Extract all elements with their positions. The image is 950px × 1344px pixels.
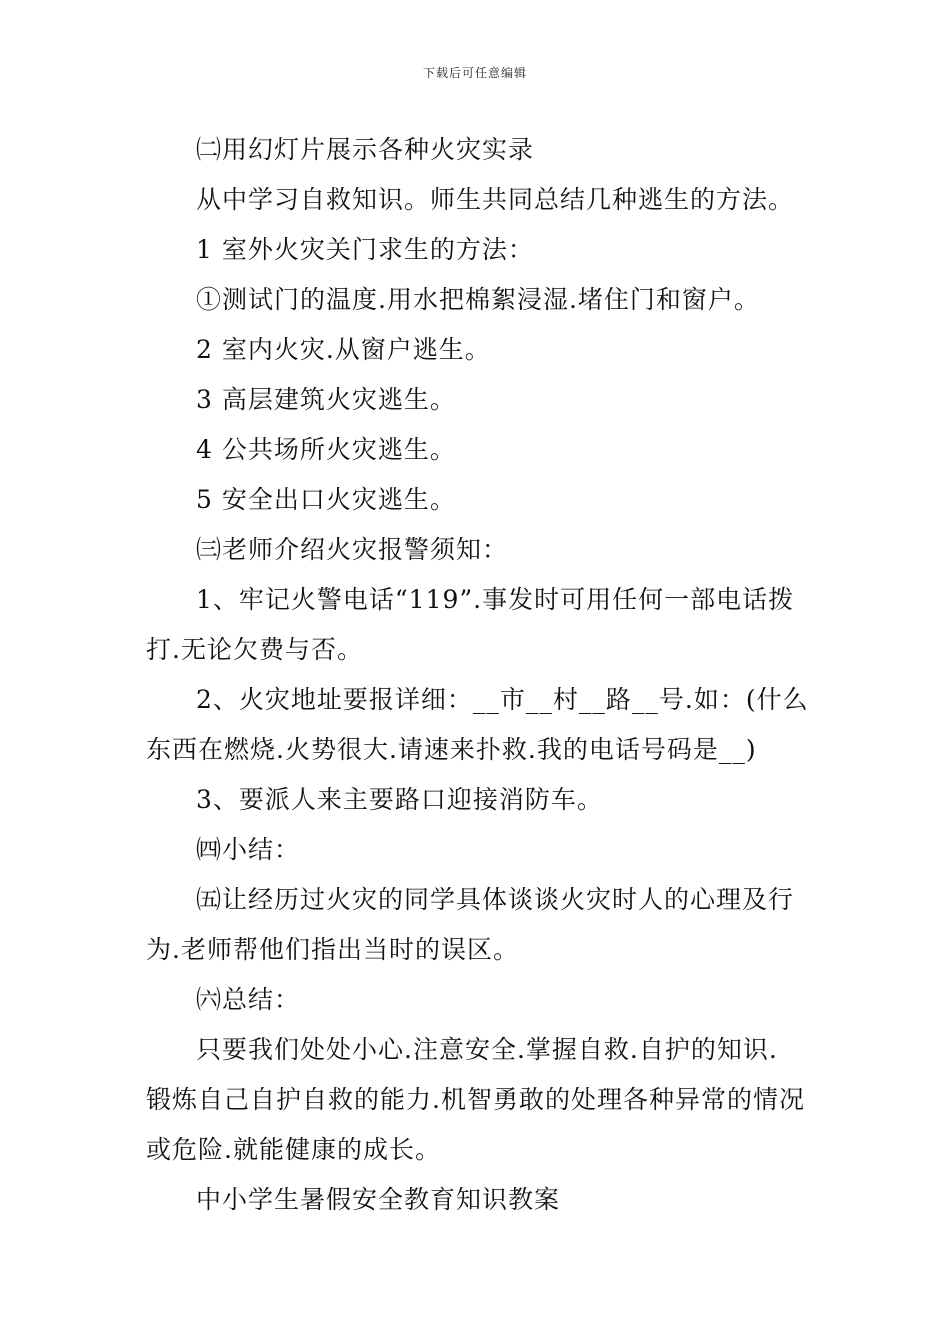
section-heading-6: ㈥总结： [196, 985, 301, 1014]
section-heading-3: ㈢老师介绍火灾报警须知： [196, 535, 509, 564]
paragraph-line: 为.老师帮他们指出当时的误区。 [146, 935, 519, 964]
section-heading-4: ㈣小结： [196, 835, 301, 864]
list-item: 2 室内火灾.从窗户逃生。 [196, 335, 491, 364]
paragraph-line: 2、火灾地址要报详细：__市__村__路__号.如：(什么 [196, 685, 809, 714]
paragraph-line: 或危险.就能健康的成长。 [146, 1135, 441, 1164]
paragraph-line: 1、牢记火警电话“119”.事发时可用任何一部电话拨 [196, 585, 795, 614]
paragraph-line: 从中学习自救知识。师生共同总结几种逃生的方法。 [196, 185, 795, 214]
page-header: 下载后可任意编辑 [422, 66, 527, 80]
list-item: 4 公共场所火灾逃生。 [196, 435, 456, 464]
paragraph-line: 只要我们处处小心.注意安全.掌握自救.自护的知识. [196, 1035, 778, 1064]
paragraph-line: 3、要派人来主要路口迎接消防车。 [196, 785, 603, 814]
list-item: 3 高层建筑火灾逃生。 [196, 385, 456, 414]
list-item: 5 安全出口火灾逃生。 [196, 485, 456, 514]
list-item: ①测试门的温度.用水把棉絮浸湿.堵住门和窗户。 [196, 285, 760, 314]
list-item: 1 室外火灾关门求生的方法： [196, 235, 534, 264]
paragraph-line: 打.无论欠费与否。 [146, 635, 363, 664]
paragraph-line: 锻炼自己自护自救的能力.机智勇敢的处理各种异常的情况 [146, 1085, 805, 1114]
paragraph-line: 东西在燃烧.火势很大.请速来扑救.我的电话号码是__) [146, 735, 757, 764]
section-heading-5: ㈤让经历过火灾的同学具体谈谈火灾时人的心理及行 [196, 885, 795, 914]
next-lesson-title: 中小学生暑假安全教育知识教案 [196, 1185, 561, 1214]
section-heading-2: ㈡用幻灯片展示各种火灾实录 [196, 135, 535, 164]
